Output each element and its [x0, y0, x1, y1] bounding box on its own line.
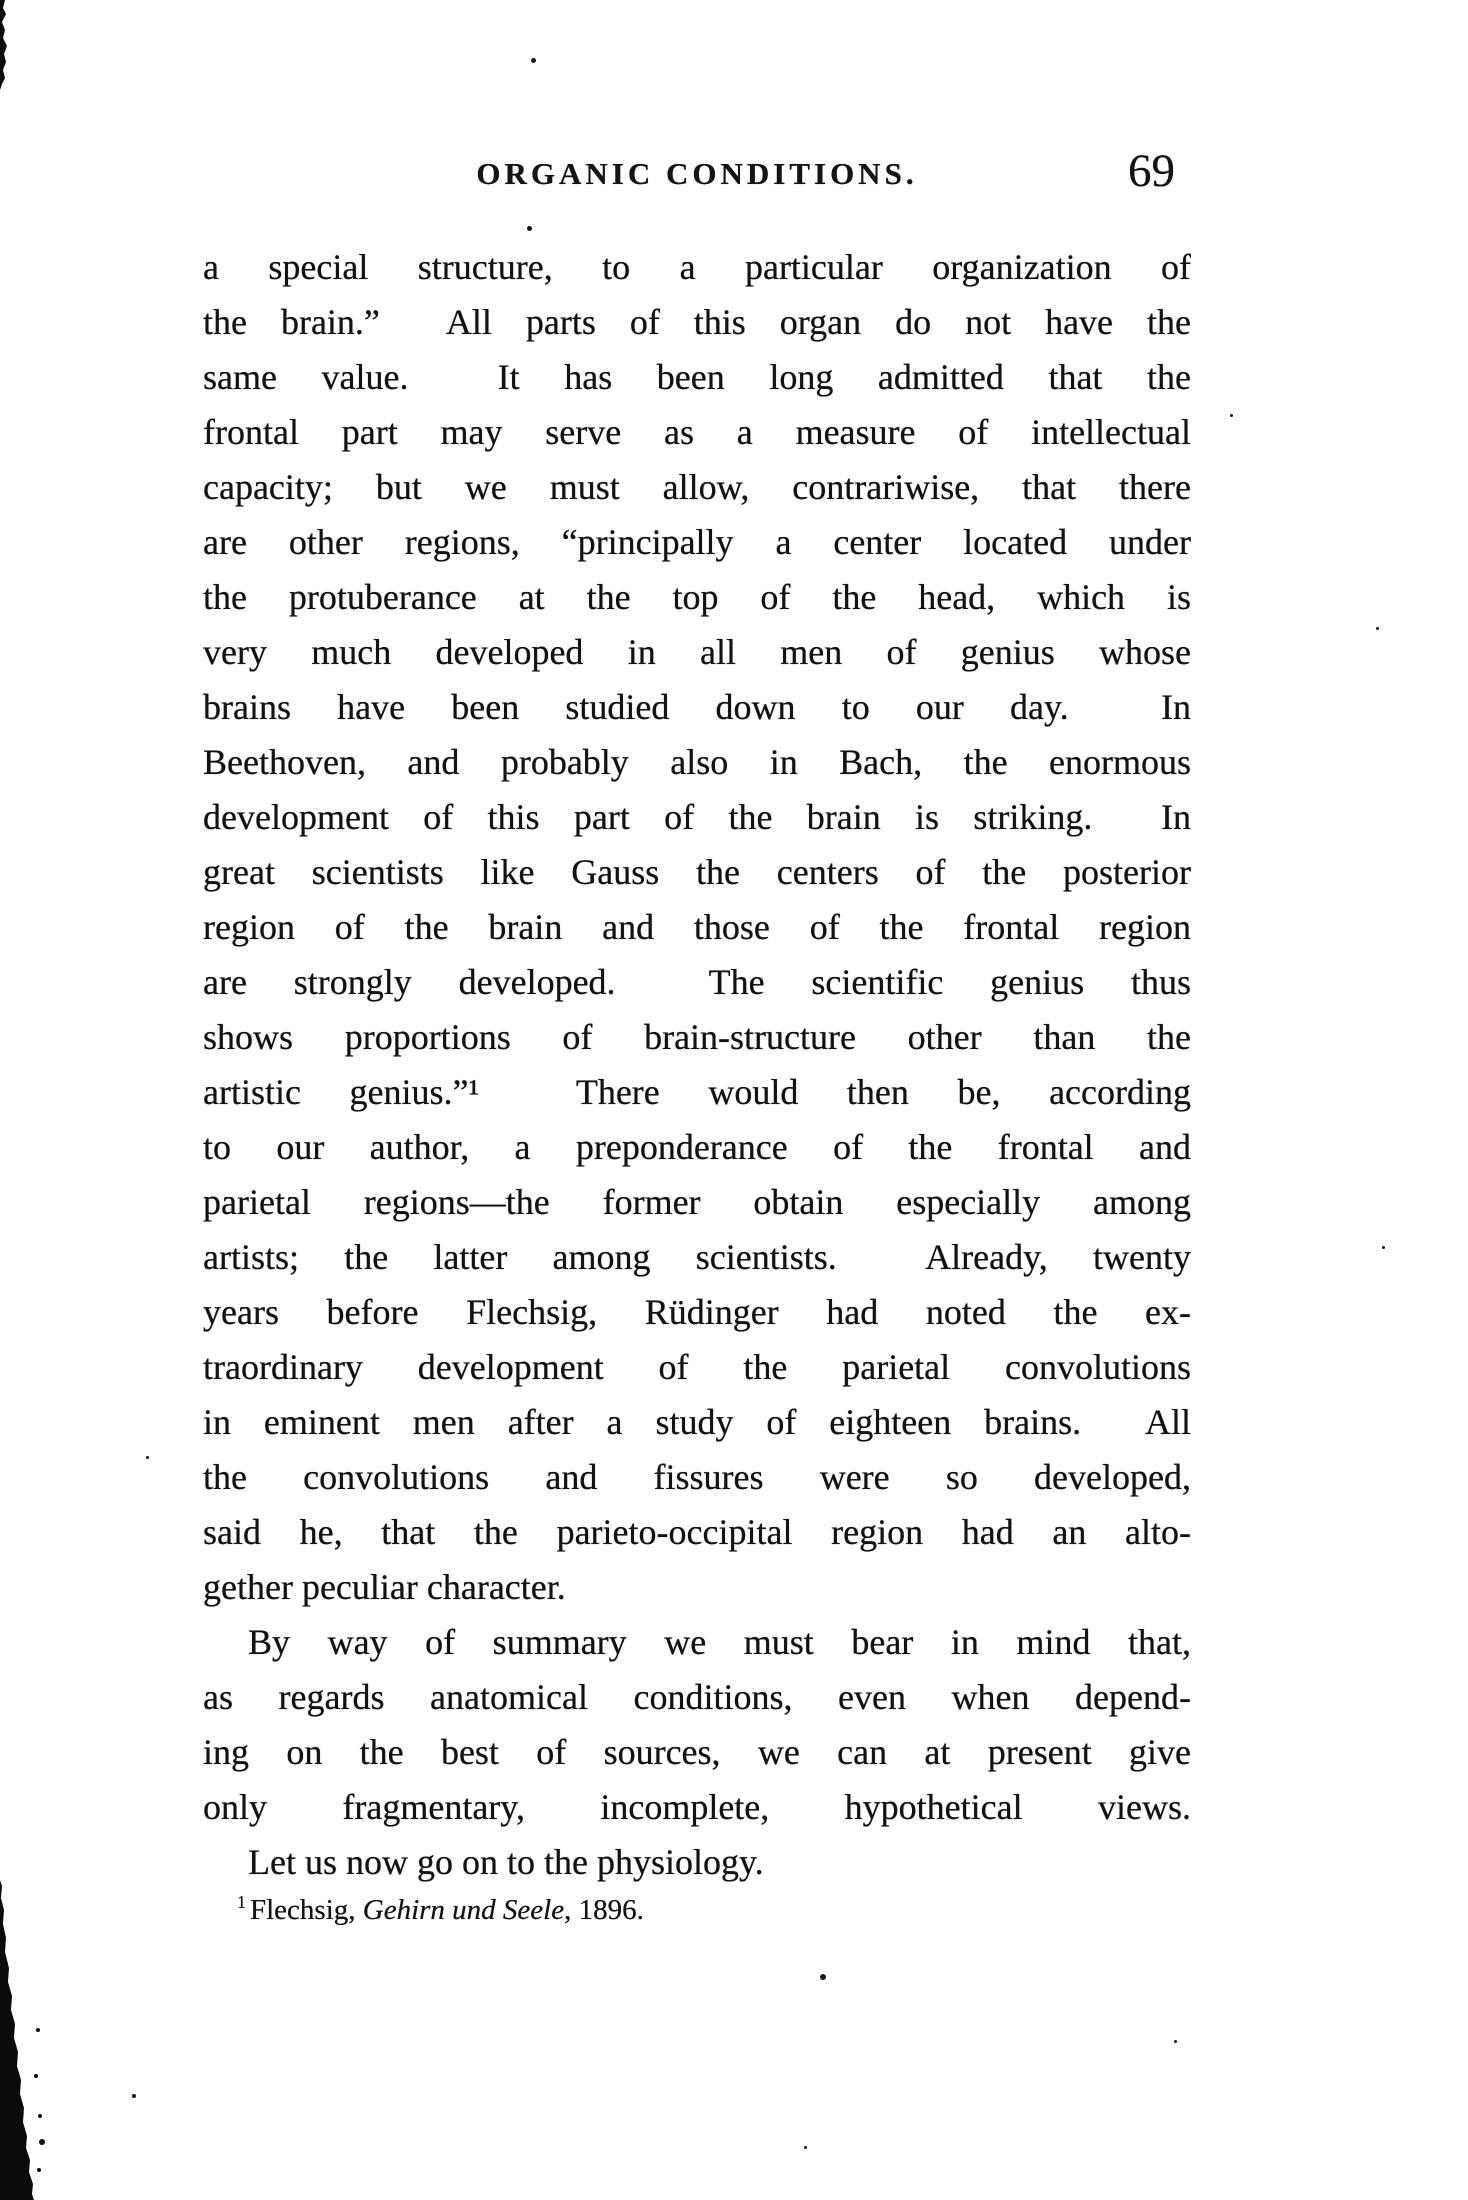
body-line: to our author, a preponderance of the frontal and — [203, 1127, 1191, 1167]
scan-speck — [1382, 1246, 1385, 1249]
body-line: gether peculiar character. — [203, 1567, 566, 1607]
body-line: as regards anatomical conditions, even when depend- — [203, 1677, 1191, 1717]
scan-speck — [1174, 2040, 1177, 2043]
footnote-author: Flechsig, — [249, 1894, 363, 1926]
scan-speck — [146, 1456, 149, 1459]
footnote-tail: , 1896. — [564, 1894, 644, 1926]
scan-speck — [132, 2094, 136, 2098]
page-number: 69 — [1128, 145, 1175, 197]
body-line: in eminent men after a study of eighteen brains. All — [203, 1402, 1191, 1442]
body-line: are other regions, “principally a center located under — [203, 522, 1191, 562]
scan-speck — [527, 226, 532, 231]
scan-speck — [804, 2146, 807, 2149]
body-line: great scientists like Gauss the centers of the posterior — [203, 852, 1191, 892]
body-line: brains have been studied down to our day. In — [203, 687, 1191, 727]
body-line: frontal part may serve as a measure of intellectual — [203, 412, 1191, 452]
scan-artifact-bottom-left — [0, 1880, 60, 2200]
body-line: development of this part of the brain is striking. In — [203, 797, 1191, 837]
body-line: By way of summary we must bear in mind that, — [248, 1622, 1191, 1662]
body-line: ing on the best of sources, we can at present give — [203, 1732, 1191, 1772]
body-line: artistic genius.”¹ There would then be, according — [203, 1072, 1191, 1112]
footnote-marker: 1 — [237, 1892, 246, 1913]
body-line: Beethoven, and probably also in Bach, the enormous — [203, 742, 1191, 782]
body-line: traordinary development of the parietal convolutions — [203, 1347, 1191, 1387]
body-line: the brain.” All parts of this organ do not have the — [203, 302, 1191, 342]
scan-speck — [1230, 414, 1233, 417]
body-line: capacity; but we must allow, contrariwise, that there — [203, 467, 1191, 507]
body-line: said he, that the parieto-occipital region had an alto- — [203, 1512, 1191, 1552]
scan-artifact-top-left — [0, 0, 20, 90]
body-line: only fragmentary, incomplete, hypothetical views. — [203, 1787, 1191, 1827]
body-line: region of the brain and those of the frontal region — [203, 907, 1191, 947]
scan-speck — [531, 58, 536, 63]
body-line: parietal regions—the former obtain especially among — [203, 1182, 1191, 1222]
running-head-title: ORGANIC CONDITIONS. — [476, 156, 918, 191]
body-line: artists; the latter among scientists. Already, twenty — [203, 1237, 1191, 1277]
body-line: the protuberance at the top of the head, which is — [203, 577, 1191, 617]
footnote-book-title: Gehirn und Seele — [362, 1894, 565, 1926]
body-line: same value. It has been long admitted that the — [203, 357, 1191, 397]
body-line: the convolutions and fissures were so developed, — [203, 1457, 1191, 1497]
body-text-column — [203, 240, 1191, 1890]
body-line: years before Flechsig, Rüdinger had noted the ex- — [203, 1292, 1191, 1332]
body-line: are strongly developed. The scientific genius thus — [203, 962, 1191, 1002]
footnote — [237, 1890, 1137, 1930]
body-line: Let us now go on to the physiology. — [248, 1842, 764, 1882]
body-line: a special structure, to a particular organization of — [203, 247, 1191, 287]
body-line: shows proportions of brain-structure other than the — [203, 1017, 1191, 1057]
body-line: very much developed in all men of genius whose — [203, 632, 1191, 672]
scan-speck — [820, 1974, 826, 1980]
scan-speck — [1376, 627, 1379, 630]
